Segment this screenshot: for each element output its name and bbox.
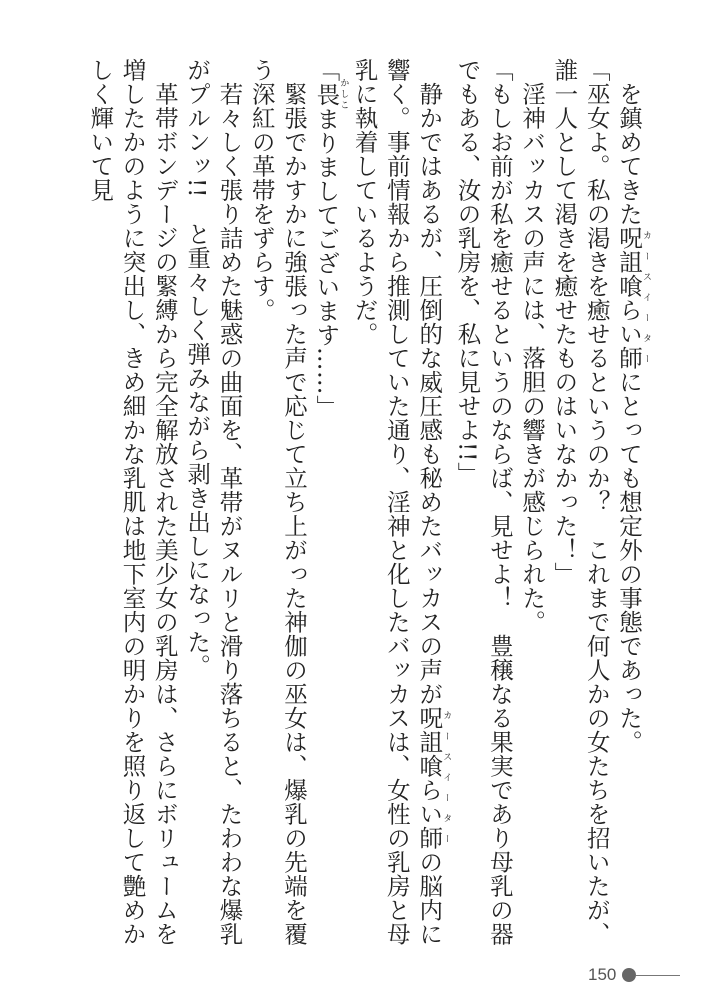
paragraph-5: [348, 58, 451, 958]
paragraph-7: [245, 58, 310, 958]
paragraph-9-text: 革帯ボンデージの緊縛から完全解放された美少女の乳房は、さらにボリュームを増したかのように突出し、きめ細かな乳肌は地下室内の明かりを照り返して艶めかしく輝いて見: [86, 58, 179, 946]
paragraph-3: [516, 58, 548, 958]
paragraph-5-text: 静かではあるが、圧倒的な威圧感も秘めたバッカスの声が呪詛喰らい師カースイーターの脳内に響く。事前情報から推測していた通り、淫神と化したバッカスは、女性の乳房と母乳に執着しているようだ。: [350, 58, 452, 946]
paragraph-9: [84, 58, 181, 958]
paragraph-2: [548, 58, 613, 958]
paragraph-4-text: 「もしお前が私を癒せるというのならば、見せよ！ 豊穣なる果実であり母乳の器でもある、汝の乳房を、私に見せよ!!」: [453, 58, 514, 946]
vertical-text-body: [51, 58, 651, 958]
paragraph-8: [181, 58, 246, 958]
paragraph-1-text: を鎮めてきた呪詛喰らい師カースイーターにとっても想定外の事態であった。: [615, 81, 651, 754]
paragraph-2-text: 「巫女よ。私の渇きを癒せるというのか？ これまで何人かの女たちを招いたが、誰一人として渇きを癒せたものはいなかった！」: [550, 58, 611, 946]
page-footer: [588, 962, 680, 988]
paragraph-7-text: 緊張でかすかに強張った声で応じて立ち上がった神伽の巫女は、爆乳の先端を覆う深紅の革帯をずらす。: [247, 58, 309, 946]
page-marker-line: [636, 975, 680, 976]
paragraph-1: [613, 58, 651, 958]
paragraph-3-text: 淫神バッカスの声には、落胆の響きが感じられた。: [518, 81, 547, 634]
page-marker-dot-icon: [622, 968, 636, 982]
paragraph-6-text: 「畏かしこまりましてございます……」: [312, 58, 349, 419]
paragraph-8-text: 若々しく張り詰めた魅惑の曲面を、革帯がヌルリと滑り落ちると、たわわな爆乳がプルンッ!! と重々しく弾みながら剥き出しになった。: [183, 58, 244, 946]
paragraph-4: [451, 58, 516, 958]
page-number: 150: [588, 965, 617, 984]
paragraph-6: [310, 58, 348, 958]
